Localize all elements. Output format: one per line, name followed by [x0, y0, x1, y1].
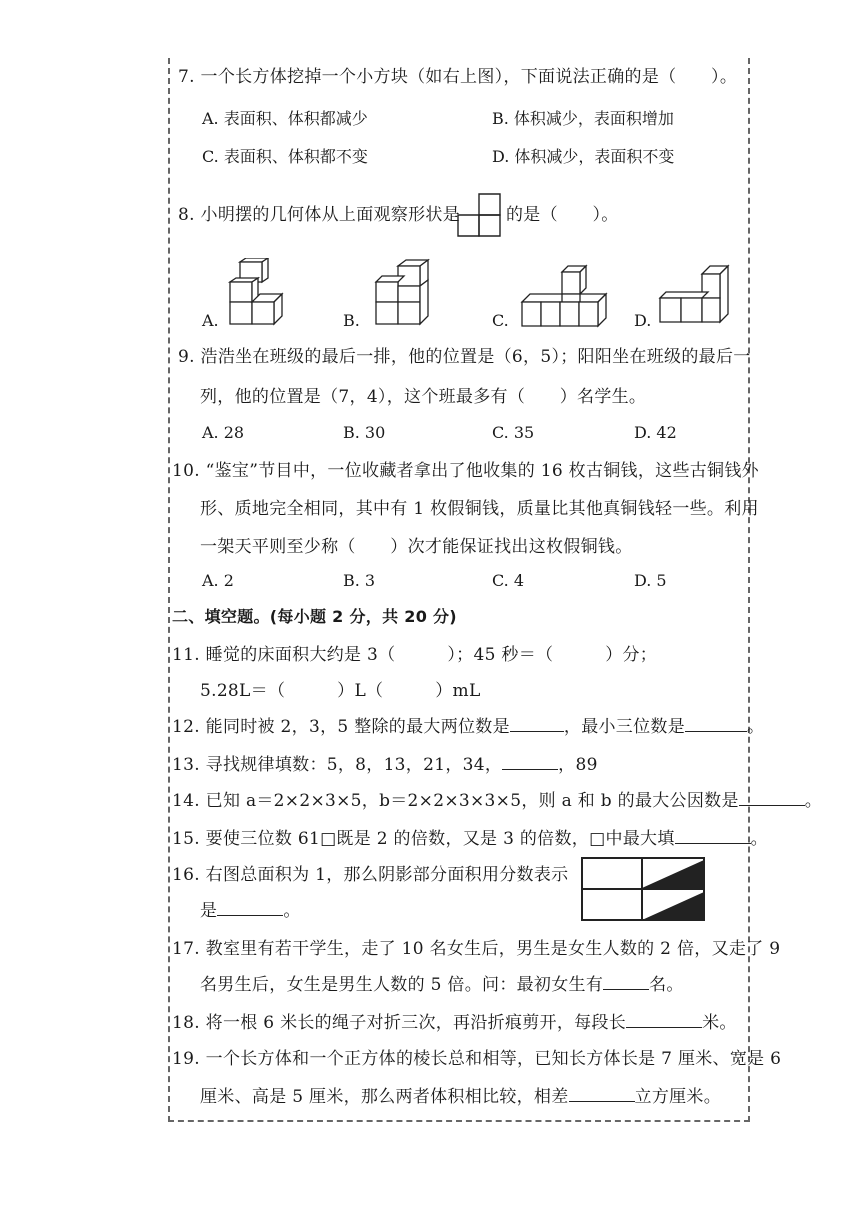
q11-line-2: 5.28L＝（ ）L（ ）mL [200, 681, 481, 701]
q12-answer-blank-2[interactable] [685, 717, 747, 732]
q8-label-b: B. [343, 311, 360, 330]
q18-line [172, 1012, 737, 1034]
q11-line-1: 11. 睡觉的床面积大约是 3（ ）；45 秒＝（ ）分； [172, 645, 658, 665]
section-2-title: 二、填空题。(每小题 2 分，共 20 分) [172, 607, 457, 626]
q12-text-a: 12. 能同时被 2，3，5 整除的最大两位数是 [172, 717, 510, 737]
q10-option-d: D. 5 [634, 571, 667, 590]
q16-text-b: 。 [283, 901, 301, 921]
q14-answer-blank[interactable] [739, 791, 805, 806]
q15-text-a: 15. 要使三位数 61□既是 2 的倍数，又是 3 的倍数，□中最大填 [172, 829, 675, 849]
q8-stem-before: 8. 小明摆的几何体从上面观察形状是 [178, 205, 461, 225]
q13-answer-blank[interactable] [502, 755, 558, 770]
q15-answer-blank[interactable] [675, 829, 751, 844]
q9-line-2: 列，他的位置是（7，4），这个班最多有（ ）名学生。 [200, 387, 647, 407]
q10-line-2: 形、质地完全相同，其中有 1 枚假铜钱，质量比其他真铜钱轻一些。利用 [200, 499, 759, 519]
top-view-shape-figure [456, 192, 502, 238]
q17-text-b: 名。 [649, 975, 684, 995]
q8-label-a: A. [202, 311, 219, 330]
q8-figure-a [226, 258, 292, 328]
q7-option-b: B. 体积减少，表面积增加 [492, 109, 674, 128]
q17-answer-blank[interactable] [603, 975, 649, 990]
q16-answer-blank[interactable] [217, 901, 283, 916]
q9-line-1: 9. 浩浩坐在班级的最后一排，他的位置是（6，5）；阳阳坐在班级的最后一 [178, 347, 751, 367]
q10-line-3: 一架天平则至少称（ ）次才能保证找出这枚假铜钱。 [200, 537, 633, 557]
q13-text-b: ，89 [558, 755, 598, 775]
q7-option-a: A. 表面积、体积都减少 [202, 109, 368, 128]
q8-figure-d [656, 264, 732, 328]
q14-text-b: 。 [804, 791, 823, 811]
q10-option-a: A. 2 [202, 571, 234, 590]
q19-line-2 [200, 1086, 721, 1108]
q8-label-d: D. [634, 311, 652, 330]
q16-line-1: 16. 右图总面积为 1，那么阴影部分面积用分数表示 [172, 865, 569, 885]
q14-text-a: 14. 已知 a＝2×2×3×5，b＝2×2×3×3×5，则 a 和 b 的最大公因数是 [172, 791, 739, 811]
q16-line-2 [200, 900, 301, 922]
q13-text-a: 13. 寻找规律填数：5，8，13，21，34， [172, 755, 503, 775]
q19-answer-blank[interactable] [569, 1087, 635, 1102]
q18-text-a: 18. 将一根 6 米长的绳子对折三次，再沿折痕剪开，每段长 [172, 1013, 627, 1033]
q16-text-a: 是 [200, 901, 218, 921]
q8-figure-b [372, 258, 434, 328]
q18-answer-blank[interactable] [626, 1013, 702, 1028]
q19-text-b: 立方厘米。 [634, 1087, 722, 1107]
q12-text-b: ，最小三位数是 [563, 717, 686, 737]
q15-line [172, 828, 768, 850]
q7-stem: 7. 一个长方体挖掉一个小方块（如右上图），下面说法正确的是（ ）。 [178, 67, 738, 87]
q19-text-a: 厘米、高是 5 厘米，那么两者体积相比较，相差 [200, 1087, 569, 1107]
q12-text-c: 。 [747, 717, 765, 737]
q17-line-2 [200, 974, 684, 996]
q12-line [172, 716, 764, 738]
q18-text-b: 米。 [702, 1013, 737, 1033]
q14-line [172, 790, 822, 812]
q9-option-c: C. 35 [492, 423, 535, 442]
q17-text-a: 名男生后，女生是男生人数的 5 倍。问：最初女生有 [200, 975, 604, 995]
q7-option-d: D. 体积减少，表面积不变 [492, 147, 675, 166]
q13-line [172, 754, 598, 776]
q8-stem-after: 的是（ ）。 [506, 205, 619, 225]
q8-figure-c [518, 264, 614, 328]
q10-line-1: 10. “鉴宝”节目中，一位收藏者拿出了他收集的 16 枚古铜钱，这些古铜钱外 [172, 461, 759, 481]
q7-option-c: C. 表面积、体积都不变 [202, 147, 368, 166]
q12-answer-blank-1[interactable] [510, 717, 564, 732]
q9-option-b: B. 30 [343, 423, 386, 442]
shaded-area-figure [580, 856, 706, 924]
q9-option-a: A. 28 [202, 423, 245, 442]
q17-line-1: 17. 教室里有若干学生，走了 10 名女生后，男生是女生人数的 2 倍，又走了 9 [172, 939, 781, 959]
q10-option-b: B. 3 [343, 571, 376, 590]
q19-line-1: 19. 一个长方体和一个正方体的棱长总和相等，已知长方体长是 7 厘米、宽是 6 [172, 1049, 782, 1069]
q8-label-c: C. [492, 311, 509, 330]
q15-text-b: 。 [750, 829, 768, 849]
q9-option-d: D. 42 [634, 423, 677, 442]
q10-option-c: C. 4 [492, 571, 525, 590]
